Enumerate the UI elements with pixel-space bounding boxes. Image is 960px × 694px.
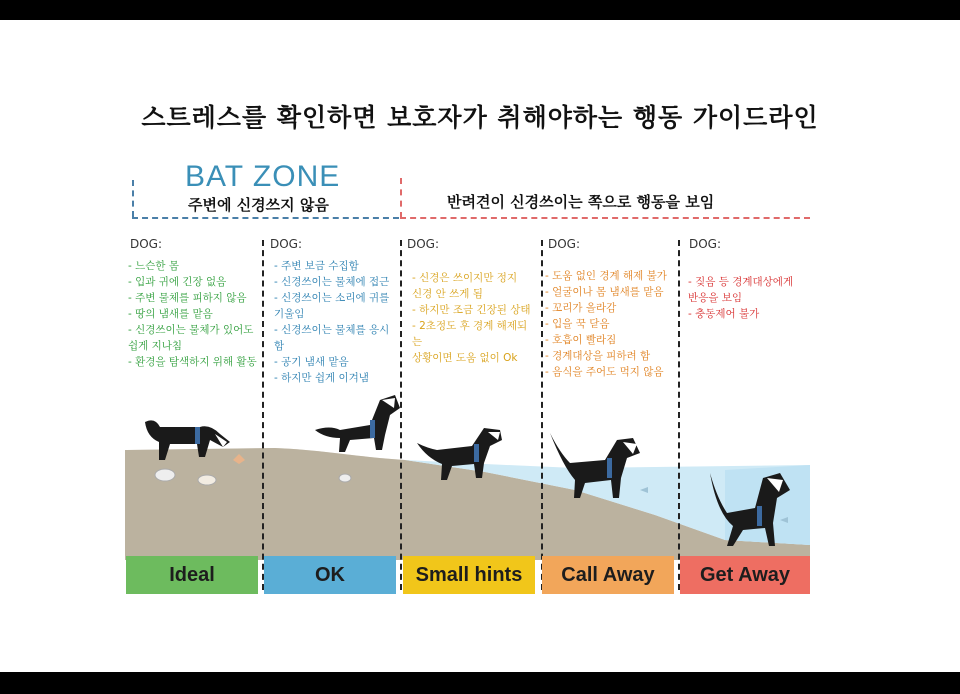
list-item: - 신경은 쓰이지만 정지 xyxy=(412,272,518,284)
list-item: - 주변 물체를 피하지 않음 xyxy=(128,292,247,304)
list-item: - 신경쓰이는 물체에 접근 xyxy=(274,276,390,288)
dog-ideal-illustration xyxy=(135,412,235,467)
list-item: - 공기 냄새 맡음 xyxy=(274,356,349,368)
list-item: - 주변 보금 수집함 xyxy=(274,260,359,272)
list-item: - 신경쓰이는 소리에 귀를 xyxy=(274,292,390,304)
list-item: - 음식을 주어도 먹지 않음 xyxy=(545,366,664,378)
bat-zone-bracket-line xyxy=(132,217,399,219)
page-title: 스트레스를 확인하면 보호자가 취해야하는 행동 가이드라인 xyxy=(141,103,819,132)
list-item: - 신경쓰이는 물체를 응시 xyxy=(274,324,390,336)
list-item: 는 xyxy=(412,336,423,348)
column-get-away-dog-label: DOG: xyxy=(689,237,722,251)
list-item: - 2초정도 후 경계 해제되 xyxy=(412,320,528,332)
calm-zone-caption: 주변에 신경쓰지 않음 xyxy=(188,196,329,214)
list-item: 상황이면 도움 없이 Ok xyxy=(412,352,518,364)
label-call-away: Call Away xyxy=(542,556,674,594)
bat-zone-heading: BAT ZONE xyxy=(185,160,341,193)
label-ideal: Ideal xyxy=(126,556,258,594)
label-small-hints: Small hints xyxy=(403,556,535,594)
list-item: - 느슨한 몸 xyxy=(128,260,180,272)
list-item: 반응을 보임 xyxy=(688,292,743,304)
reactive-zone-bracket-line xyxy=(400,217,810,219)
column-ideal-description xyxy=(128,258,257,370)
dog-call-away-illustration xyxy=(545,428,645,503)
list-item: - 환경을 탐색하지 위해 활동 xyxy=(128,356,257,368)
reactive-zone-bracket-left xyxy=(400,178,402,218)
list-item: - 꼬리가 올라감 xyxy=(545,302,617,314)
list-item: - 충동제어 불가 xyxy=(688,308,760,320)
list-item: - 땅의 냄새를 맡음 xyxy=(128,308,213,320)
label-ok: OK xyxy=(264,556,396,594)
column-divider-2 xyxy=(400,240,402,590)
list-item: - 하지만 조금 긴장된 상태 xyxy=(412,304,531,316)
list-item: 함 xyxy=(274,340,285,352)
column-ok-description xyxy=(274,258,389,386)
list-item: - 경계대상을 피하려 함 xyxy=(545,350,651,362)
column-divider-4 xyxy=(678,240,680,590)
list-item: - 호흡이 빨라짐 xyxy=(545,334,617,346)
list-item: 기울임 xyxy=(274,308,305,320)
list-item: - 입과 귀에 긴장 없음 xyxy=(128,276,227,288)
bat-zone-bracket-left xyxy=(132,180,134,217)
column-ok-dog-label: DOG: xyxy=(270,237,303,251)
list-item: - 짖음 등 경계대상에게 xyxy=(688,276,794,288)
column-ideal-dog-label: DOG: xyxy=(130,237,163,251)
column-get-away-description xyxy=(688,274,793,322)
label-get-away: Get Away xyxy=(680,556,810,594)
dog-ok-illustration xyxy=(310,390,405,460)
reactive-zone-caption: 반려견이 신경쓰이는 쪽으로 행동을 보임 xyxy=(447,193,715,211)
column-call-away-dog-label: DOG: xyxy=(548,237,581,251)
list-item: 쉽게 지나침 xyxy=(128,340,183,352)
column-call-away-description xyxy=(545,268,667,380)
column-divider-3 xyxy=(541,240,543,590)
list-item: 신경 안 쓰게 됨 xyxy=(412,288,483,300)
list-item: - 신경쓰이는 물체가 있어도 xyxy=(128,324,254,336)
column-small-hints-description xyxy=(412,270,531,366)
list-item: - 얼굴이나 몸 냄새를 맡음 xyxy=(545,286,664,298)
list-item: - 도움 없인 경계 해제 불가 xyxy=(545,270,667,282)
dog-small-hints-illustration xyxy=(412,418,507,483)
list-item: - 하지만 쉽게 이겨냄 xyxy=(274,372,369,384)
dog-get-away-illustration xyxy=(705,468,800,553)
list-item: - 입을 꾹 닫음 xyxy=(545,318,610,330)
column-small-hints-dog-label: DOG: xyxy=(407,237,440,251)
column-divider-1 xyxy=(262,240,264,590)
